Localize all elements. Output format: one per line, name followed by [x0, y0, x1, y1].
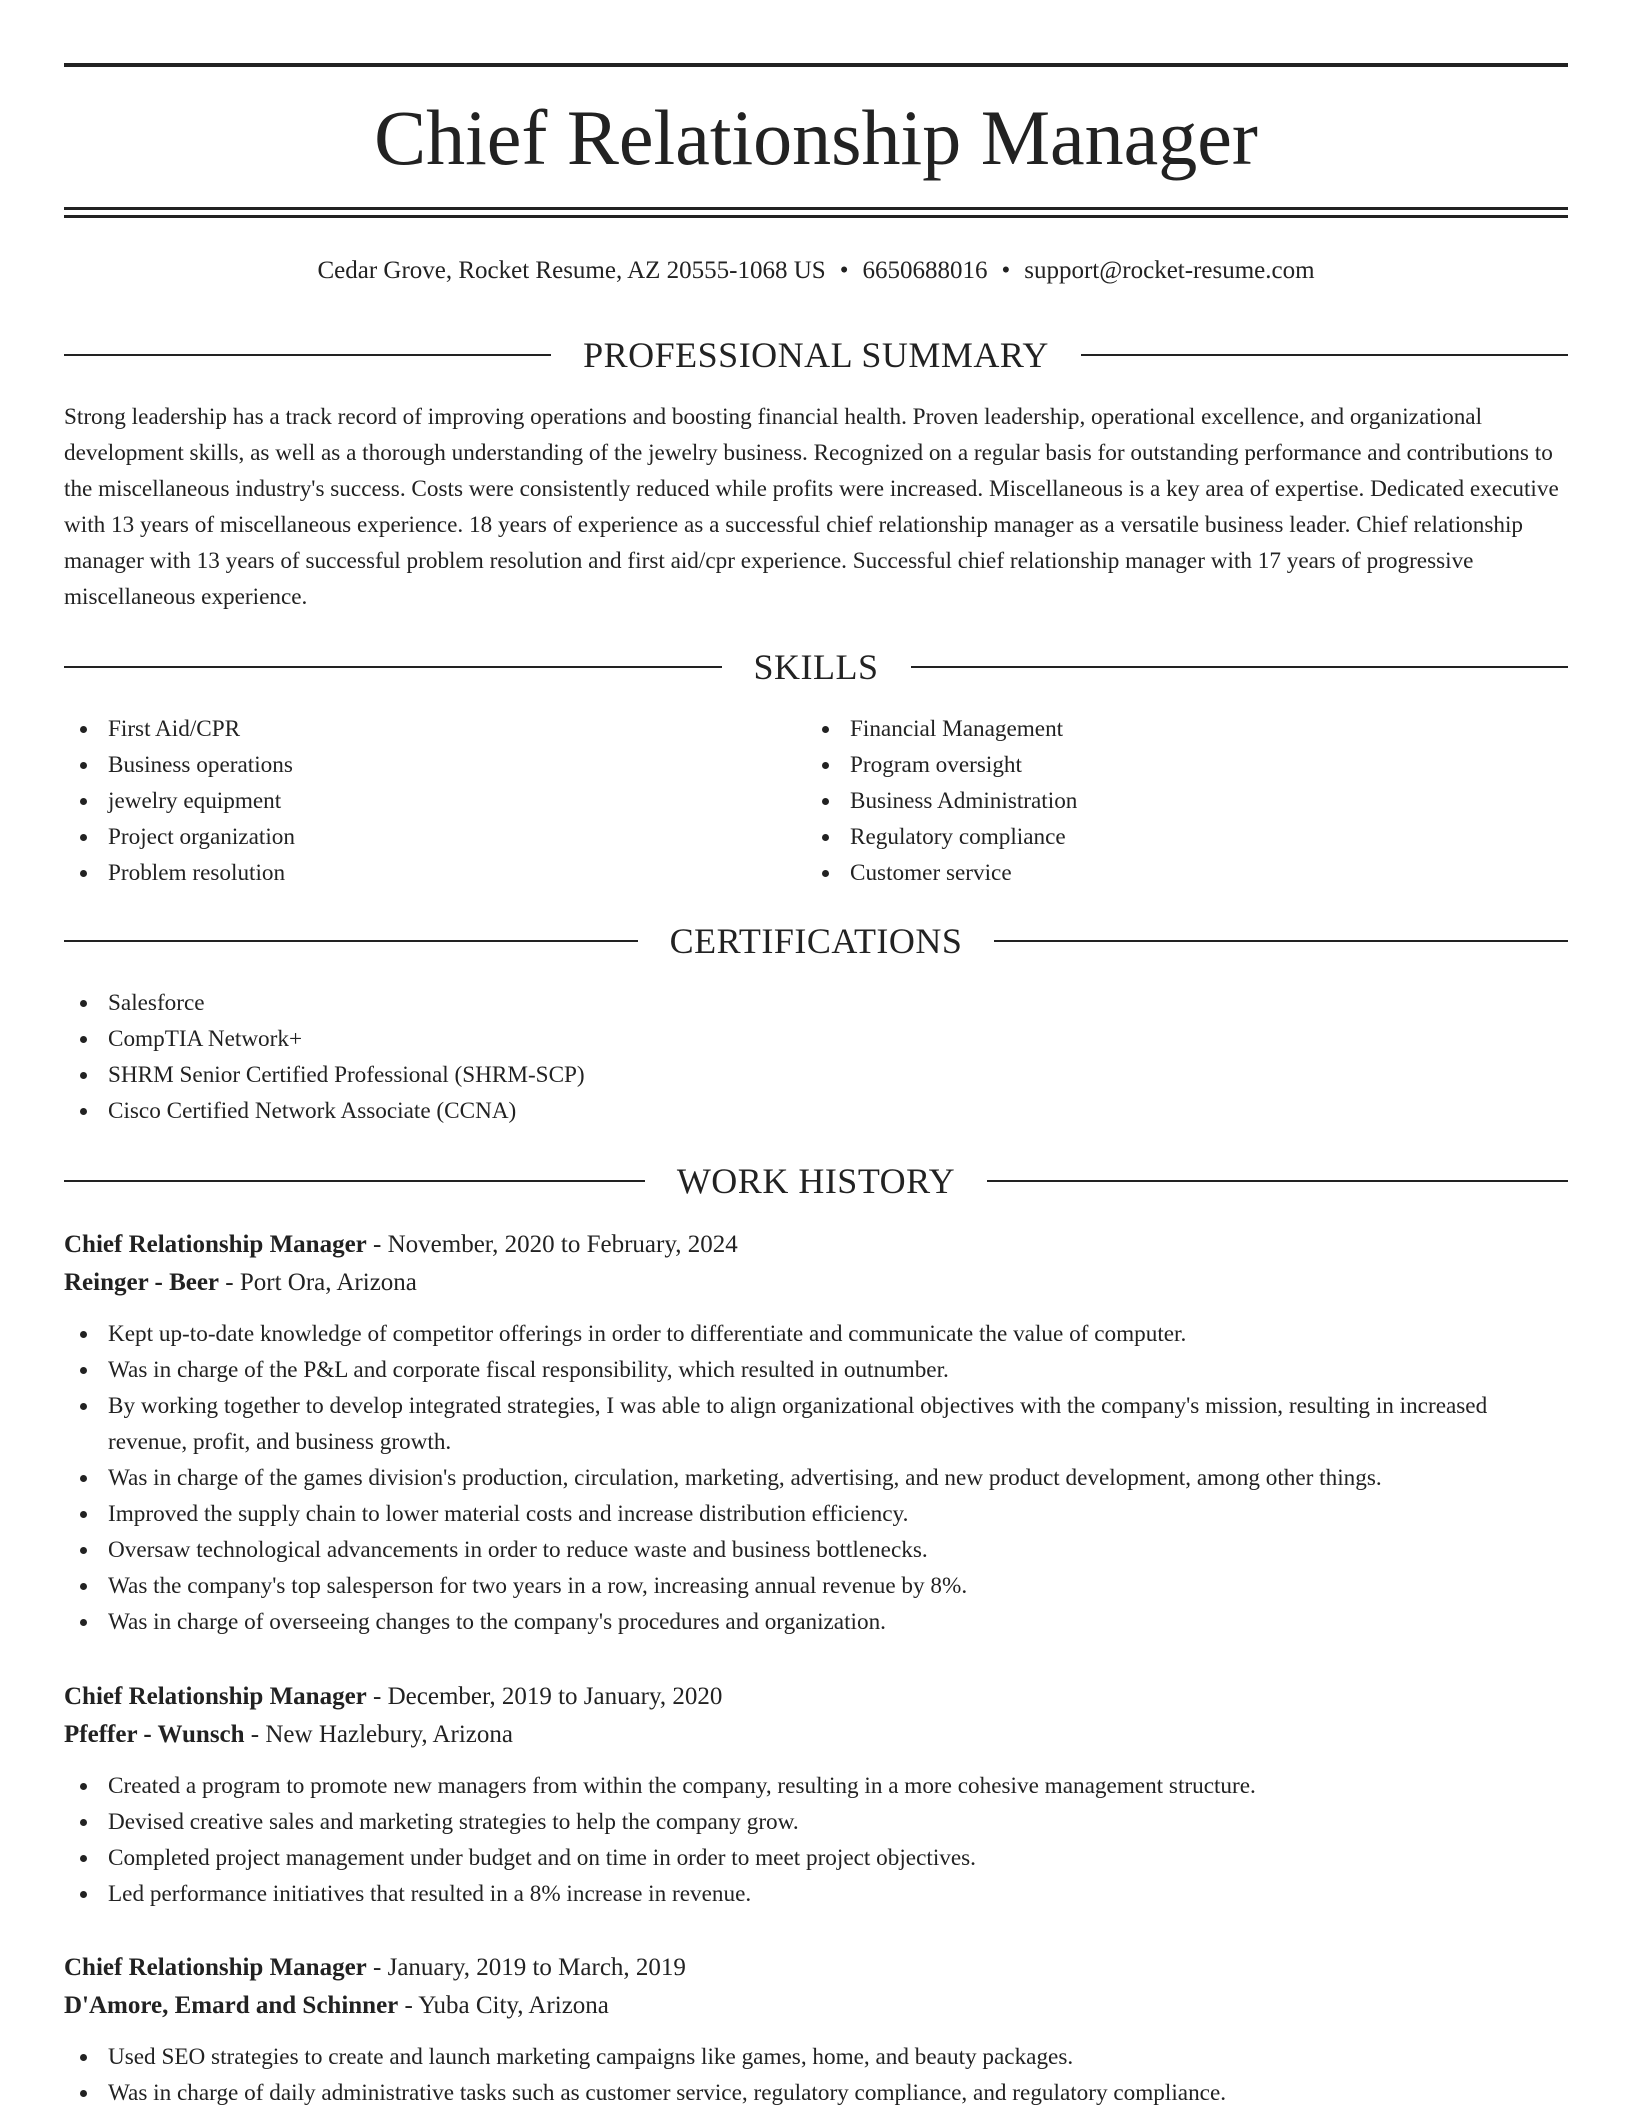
job-bullet: Was the company's top salesperson for two years in a row, increasing annual revenue by 8%.	[64, 1568, 1568, 1604]
job-bullet: Was in charge of overseeing changes to the company's procedures and organization.	[64, 1604, 1568, 1640]
heading-rule-right	[911, 666, 1569, 668]
job-dash: -	[366, 1683, 388, 1710]
skill-item: Regulatory compliance	[806, 819, 1546, 855]
summary-section	[64, 399, 1568, 615]
skill-item: Business Administration	[806, 783, 1546, 819]
job-dash: -	[398, 1992, 419, 2019]
skill-item: Project organization	[64, 819, 804, 855]
contact-phone: 6650688016	[862, 257, 988, 284]
job-location: Yuba City, Arizona	[418, 1992, 609, 2019]
contact-separator: •	[839, 257, 849, 284]
job-dash: -	[366, 1954, 388, 1981]
certification-item: Cisco Certified Network Associate (CCNA)	[64, 1093, 1568, 1129]
job-title-line	[64, 1678, 1568, 1716]
job-entry	[64, 1949, 1568, 2111]
top-rule	[64, 63, 1568, 67]
skill-item: Problem resolution	[64, 855, 804, 891]
job-bullet: Was in charge of daily administrative tasks such as customer service, regulatory compliance, and regulatory compliance.	[64, 2075, 1568, 2111]
certifications-heading	[64, 919, 1568, 963]
heading-rule-left	[64, 1180, 645, 1182]
certification-item: SHRM Senior Certified Professional (SHRM-SCP)	[64, 1057, 1568, 1093]
job-company-line	[64, 1264, 1568, 1302]
job-title-line	[64, 1226, 1568, 1264]
heading-rule-right	[1081, 354, 1568, 356]
heading-rule-left	[64, 666, 722, 668]
job-bullets	[64, 1316, 1568, 1640]
job-title: Chief Relationship Manager	[64, 1231, 367, 1258]
summary-heading	[64, 333, 1568, 377]
title-rule-upper	[64, 207, 1568, 210]
job-dash: -	[219, 1269, 240, 1296]
job-company-line	[64, 1716, 1568, 1754]
heading-rule-left	[64, 354, 551, 356]
contact-separator: •	[1001, 257, 1011, 284]
job-bullet: Was in charge of the games division's production, circulation, marketing, advertising, and new product development, among other things.	[64, 1460, 1568, 1496]
certifications-list	[64, 985, 1568, 1129]
job-location: Port Ora, Arizona	[239, 1269, 417, 1296]
contact-address: Cedar Grove, Rocket Resume, AZ 20555-1068 US	[317, 257, 826, 284]
job-bullets	[64, 2039, 1568, 2111]
job-company: D'Amore, Emard and Schinner	[64, 1992, 399, 2019]
job-title: Chief Relationship Manager	[64, 1954, 367, 1981]
job-company-line	[64, 1987, 1568, 2025]
skill-item: First Aid/CPR	[64, 711, 804, 747]
job-bullet: Created a program to promote new managers from within the company, resulting in a more cohesive management structure.	[64, 1768, 1568, 1804]
job-title: Chief Relationship Manager	[64, 1683, 367, 1710]
job-bullet: Completed project management under budget and on time in order to meet project objectives.	[64, 1840, 1568, 1876]
job-bullet: Improved the supply chain to lower material costs and increase distribution efficiency.	[64, 1496, 1568, 1532]
summary-text: Strong leadership has a track record of improving operations and boosting financial health. Proven leadership, operational excellence, and organizational development skills, as well as a thorough understanding of the jewelry business. Recognized on a regular basis for outstanding performance and contributions to the miscellaneous industry's success. Costs were consistently reduced while profits were increased. Miscellaneous is a key area of expertise. Dedicated executive with 13 years of miscellaneous experience. 18 years of experience as a successful chief relationship manager as a versatile business leader. Chief relationship manager with 13 years of successful problem resolution and first aid/cpr experience. Successful chief relationship manager with 17 years of progressive miscellaneous experience.	[64, 404, 1559, 610]
certifications-heading-label: CERTIFICATIONS	[669, 921, 963, 961]
job-bullet: Kept up-to-date knowledge of competitor offerings in order to differentiate and communicate the value of computer.	[64, 1316, 1568, 1352]
contact-line	[64, 254, 1568, 288]
skills-heading	[64, 645, 1568, 689]
skill-item: Customer service	[806, 855, 1546, 891]
job-bullet: Devised creative sales and marketing strategies to help the company grow.	[64, 1804, 1568, 1840]
work-history-heading	[64, 1159, 1568, 1203]
job-bullet: Led performance initiatives that resulted in a 8% increase in revenue.	[64, 1876, 1568, 1912]
job-bullets	[64, 1768, 1568, 1912]
certification-item: CompTIA Network+	[64, 1021, 1568, 1057]
contact-email: support@rocket-resume.com	[1024, 257, 1315, 284]
skill-item: Program oversight	[806, 747, 1546, 783]
job-bullet: Used SEO strategies to create and launch marketing campaigns like games, home, and beauty packages.	[64, 2039, 1568, 2075]
heading-rule-right	[987, 1180, 1568, 1182]
job-dates: November, 2020 to February, 2024	[387, 1231, 738, 1258]
skills-list-right	[806, 711, 1546, 891]
job-dash: -	[366, 1231, 388, 1258]
job-entry	[64, 1226, 1568, 1640]
skill-item: Financial Management	[806, 711, 1546, 747]
job-bullet: Was in charge of the P&L and corporate fiscal responsibility, which resulted in outnumber.	[64, 1352, 1568, 1388]
job-company: Reinger - Beer	[64, 1269, 220, 1296]
job-title-line	[64, 1949, 1568, 1987]
summary-heading-label: PROFESSIONAL SUMMARY	[583, 335, 1049, 375]
job-bullet: Oversaw technological advancements in order to reduce waste and business bottlenecks.	[64, 1532, 1568, 1568]
skill-item: jewelry equipment	[64, 783, 804, 819]
job-dates: January, 2019 to March, 2019	[387, 1954, 686, 1981]
heading-rule-right	[994, 940, 1568, 942]
title-rule-lower	[64, 215, 1568, 218]
skills-list-left	[64, 711, 804, 891]
skills-heading-label: SKILLS	[753, 647, 879, 687]
heading-rule-left	[64, 940, 638, 942]
skill-item: Business operations	[64, 747, 804, 783]
job-location: New Hazlebury, Arizona	[265, 1721, 513, 1748]
resume-title: Chief Relationship Manager	[374, 94, 1258, 181]
job-company: Pfeffer - Wunsch	[64, 1721, 245, 1748]
job-dates: December, 2019 to January, 2020	[387, 1683, 723, 1710]
job-bullet: By working together to develop integrated strategies, I was able to align organizational objectives with the company's mission, resulting in increased revenue, profit, and business growth.	[64, 1388, 1568, 1460]
certification-item: Salesforce	[64, 985, 1568, 1021]
job-dash: -	[244, 1721, 266, 1748]
work-history-heading-label: WORK HISTORY	[676, 1161, 956, 1201]
job-entry	[64, 1678, 1568, 1912]
